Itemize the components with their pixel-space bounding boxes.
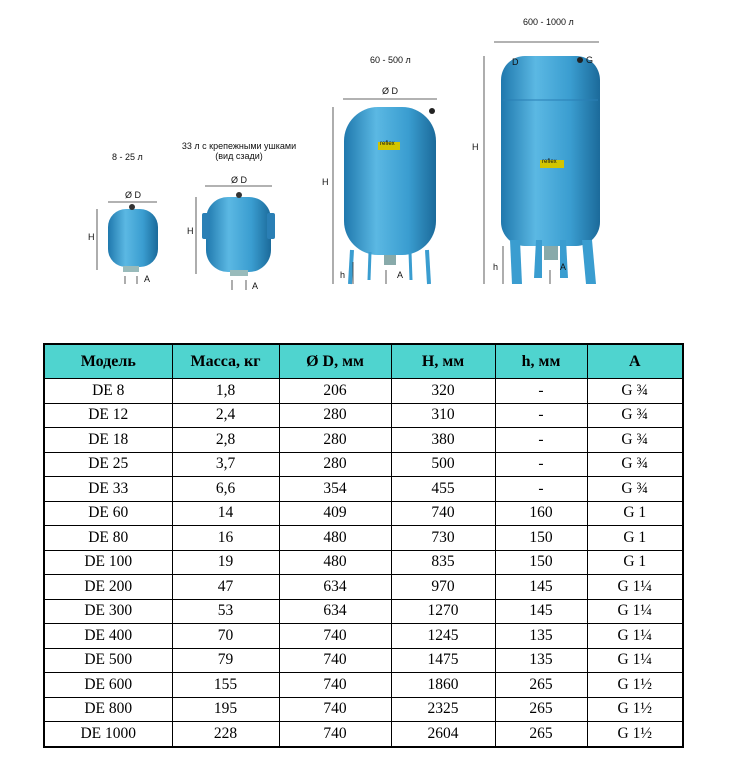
table-cell: DE 400 <box>44 624 172 649</box>
table-cell: 14 <box>172 501 279 526</box>
table-cell: 265 <box>495 722 587 747</box>
table-row <box>44 379 683 404</box>
tank-small-h-label: H <box>88 232 95 242</box>
table-cell: 47 <box>172 575 279 600</box>
table-cell: 354 <box>279 477 391 502</box>
table-cell: 380 <box>391 428 495 453</box>
tank-illustrations <box>0 0 729 340</box>
tank-small-d-label: Ø D <box>125 190 142 200</box>
table-cell: 6,6 <box>172 477 279 502</box>
table-cell: DE 25 <box>44 452 172 477</box>
table-cell: G ¾ <box>587 403 683 428</box>
table-cell: G ¾ <box>587 379 683 404</box>
table-cell: DE 200 <box>44 575 172 600</box>
table-cell: 2,8 <box>172 428 279 453</box>
table-cell: 480 <box>279 526 391 551</box>
table-row <box>44 403 683 428</box>
table-cell: 740 <box>279 722 391 747</box>
table-cell: G 1 <box>587 501 683 526</box>
table-cell: 500 <box>391 452 495 477</box>
table-cell: 1245 <box>391 624 495 649</box>
header-height: H, мм <box>391 344 495 379</box>
table-cell: 1860 <box>391 673 495 698</box>
tank-medium-h-label: H <box>322 177 329 187</box>
table-cell: 1270 <box>391 599 495 624</box>
table-cell: 145 <box>495 575 587 600</box>
table-row <box>44 648 683 673</box>
table-cell: 228 <box>172 722 279 747</box>
table-cell: DE 100 <box>44 550 172 575</box>
tank-33-size-label: 33 л с крепежными ушками <box>181 141 297 151</box>
table-cell: G 1¼ <box>587 599 683 624</box>
header-diameter: Ø D, мм <box>279 344 391 379</box>
table-row <box>44 501 683 526</box>
table-cell: 150 <box>495 550 587 575</box>
table-cell: 2325 <box>391 697 495 722</box>
tank-large-a-label: A <box>560 262 567 272</box>
table-cell: DE 33 <box>44 477 172 502</box>
table-cell: G ¾ <box>587 428 683 453</box>
tank-medium-a-label: A <box>397 270 404 280</box>
table-cell: 970 <box>391 575 495 600</box>
tank-medium-small-h-label: h <box>340 270 346 280</box>
table-cell: 2604 <box>391 722 495 747</box>
table-cell: 206 <box>279 379 391 404</box>
table-cell: - <box>495 428 587 453</box>
table-cell: - <box>495 452 587 477</box>
tank-medium-d-label: Ø D <box>382 86 399 96</box>
table-row <box>44 526 683 551</box>
table-cell: G 1½ <box>587 722 683 747</box>
tank-small <box>97 202 158 284</box>
tank-large-h-label: H <box>472 142 479 152</box>
table-cell: G 1½ <box>587 697 683 722</box>
table-cell: DE 1000 <box>44 722 172 747</box>
table-cell: DE 500 <box>44 648 172 673</box>
table-cell: DE 600 <box>44 673 172 698</box>
table-cell: DE 60 <box>44 501 172 526</box>
table-row <box>44 673 683 698</box>
table-cell: 135 <box>495 648 587 673</box>
tank-33-d-label: Ø D <box>231 175 248 185</box>
table-cell: 1,8 <box>172 379 279 404</box>
specs-table <box>43 343 684 748</box>
table-cell: G 1¼ <box>587 624 683 649</box>
table-row <box>44 477 683 502</box>
table-cell: 740 <box>391 501 495 526</box>
table-cell: 740 <box>279 624 391 649</box>
table-cell: 730 <box>391 526 495 551</box>
table-cell: DE 18 <box>44 428 172 453</box>
table-cell: DE 300 <box>44 599 172 624</box>
table-cell: 740 <box>279 697 391 722</box>
tank-medium-size-label: 60 - 500 л <box>370 55 411 65</box>
table-cell: 16 <box>172 526 279 551</box>
table-cell: 1475 <box>391 648 495 673</box>
table-row <box>44 550 683 575</box>
header-model: Модель <box>44 344 172 379</box>
tank-small-size-label: 8 - 25 л <box>112 152 143 162</box>
table-cell: DE 12 <box>44 403 172 428</box>
table-cell: - <box>495 477 587 502</box>
header-mass: Масса, кг <box>172 344 279 379</box>
table-row <box>44 624 683 649</box>
table-row <box>44 428 683 453</box>
table-cell: 280 <box>279 403 391 428</box>
table-cell: G ¾ <box>587 452 683 477</box>
table-cell: DE 80 <box>44 526 172 551</box>
table-cell: 835 <box>391 550 495 575</box>
table-cell: DE 8 <box>44 379 172 404</box>
tank-33 <box>196 186 275 290</box>
table-cell: G ¾ <box>587 477 683 502</box>
table-cell: G 1½ <box>587 673 683 698</box>
tank-diagram <box>0 0 729 340</box>
table-cell: 155 <box>172 673 279 698</box>
tank-33-a-label: A <box>252 281 259 291</box>
table-cell: 634 <box>279 599 391 624</box>
table-cell: 740 <box>279 648 391 673</box>
tank-33-h-label: H <box>187 226 194 236</box>
table-row <box>44 697 683 722</box>
table-cell: 634 <box>279 575 391 600</box>
tank-medium-brand: reflex <box>380 141 395 147</box>
table-cell: G 1¼ <box>587 575 683 600</box>
table-cell: - <box>495 379 587 404</box>
table-cell: 53 <box>172 599 279 624</box>
table-body <box>44 379 683 747</box>
table-cell: 2,4 <box>172 403 279 428</box>
header-small-h: h, мм <box>495 344 587 379</box>
table-header-row <box>44 344 683 379</box>
table-cell: 265 <box>495 697 587 722</box>
table-cell: 455 <box>391 477 495 502</box>
table-cell: 320 <box>391 379 495 404</box>
table-row <box>44 452 683 477</box>
table-cell: DE 800 <box>44 697 172 722</box>
tank-large-d-label: D <box>512 57 519 67</box>
table-cell: 150 <box>495 526 587 551</box>
table-cell: G 1 <box>587 550 683 575</box>
table-cell: 160 <box>495 501 587 526</box>
table-cell: 70 <box>172 624 279 649</box>
table-row <box>44 722 683 747</box>
tank-large-brand: reflex <box>542 159 557 165</box>
table-cell: 740 <box>279 673 391 698</box>
tank-large-size-label: 600 - 1000 л <box>523 17 574 27</box>
table-cell: 480 <box>279 550 391 575</box>
table-cell: 195 <box>172 697 279 722</box>
table-cell: 310 <box>391 403 495 428</box>
table-cell: 3,7 <box>172 452 279 477</box>
table-cell: G 1¼ <box>587 648 683 673</box>
table-cell: 280 <box>279 428 391 453</box>
header-connection: A <box>587 344 683 379</box>
table-row <box>44 575 683 600</box>
table-row <box>44 599 683 624</box>
tank-small-a-label: A <box>144 274 151 284</box>
table-cell: - <box>495 403 587 428</box>
table-cell: 19 <box>172 550 279 575</box>
table-cell: 409 <box>279 501 391 526</box>
table-cell: 79 <box>172 648 279 673</box>
table-cell: 265 <box>495 673 587 698</box>
tank-33-size-sublabel: (вид сзади) <box>215 151 263 161</box>
table-cell: 280 <box>279 452 391 477</box>
table-cell: 135 <box>495 624 587 649</box>
tank-medium <box>333 99 437 284</box>
tank-large-g-label: G <box>586 55 594 65</box>
table-cell: 145 <box>495 599 587 624</box>
tank-large-small-h-label: h <box>493 262 499 272</box>
table-cell: G 1 <box>587 526 683 551</box>
